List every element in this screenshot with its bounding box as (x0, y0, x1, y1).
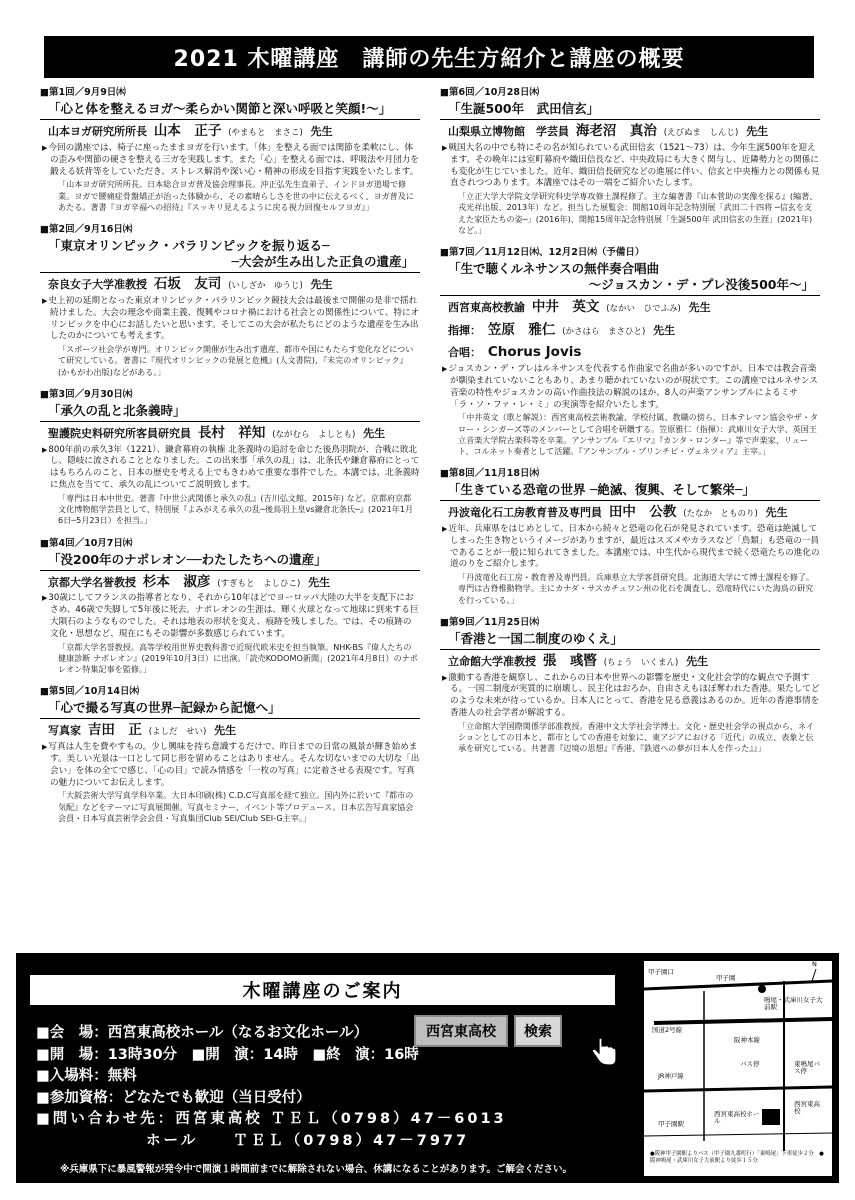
eligibility-line: ■参加資格：どなたでも歓迎（当日受付） (36, 1089, 311, 1106)
lecture-title-line: 「没200年のナポレオン──わたしたちへの遺産」 (48, 551, 327, 567)
lecture-title-line: 「心で撮る写真の世界─記録から記憶へ」 (48, 700, 281, 716)
speaker-affiliation: 奈良女子大学准教授 (48, 278, 147, 292)
lecture-speaker (40, 120, 420, 143)
lecture-block (440, 465, 820, 606)
lecture-conductor (440, 319, 820, 342)
lecture-title (440, 100, 820, 120)
page-banner: 2021 木曜講座 講師の先生方紹介と講座の概要 (44, 36, 814, 78)
map-north: N (812, 960, 817, 968)
right-column (440, 84, 820, 762)
speaker-name: 海老沼 真治 (575, 123, 657, 140)
map-label: JR神戸線 (658, 1072, 684, 1080)
lecture-block (40, 386, 420, 527)
speaker-kana: (えびぬま しんじ) (663, 128, 739, 139)
search-keyword: 西宮東高校 (414, 1015, 508, 1047)
lecture-description: ▶ 戦国大名の中でも特にその名が知られている武田信玄（1521～73）は、今年生誕500年を迎えます。その晩年には室町幕府や織田信長など、中央政局にも大きく関与し、近隣勢力との関係にも変化が生じていました。近年、織田信長研究などの進展に伴い、信玄と中央権力との関係も見直されつつあります。本講座ではその一端をご紹介いたします。 (440, 143, 820, 190)
pointer-hand-icon (590, 1037, 618, 1067)
speaker-kana: (やまもと まさこ) (228, 128, 303, 139)
speaker-profile: 「京都大学名誉教授。高等学校用世界史教科書で近現代欧米史を担当執筆。NHK-BS『偉人たちの健康診断 ナポレオン』(2019年10月3日）に出演。「読売KODOMO新聞」(2021年4月8日）のナポレオン特集記事を監修。」 (58, 641, 418, 675)
lecture-title-line: 「香港と一国二制度のゆくえ」 (448, 630, 624, 646)
speaker-kana: (よしだ せい) (148, 727, 207, 738)
conductor-kana: (かさはら まさひと) (562, 326, 646, 337)
lecture-title-line: 「生きている恐竜の世界 ─絶滅、復興、そして繁栄─」 (448, 482, 755, 498)
lecture-block (440, 244, 820, 457)
map-label: 阪神本線 (734, 1036, 760, 1044)
lecture-date: ■第7回／11月12日㈭、12月2日㈭（予備日） (440, 246, 645, 258)
lecture-block (440, 84, 820, 236)
lecture-date: ■第1回／9月9日㈭ (40, 87, 126, 98)
speaker-profile: 「大阪芸術大学写真学科卒業。大日本印刷(株) C.D.C写真部を経て独立。国内外に於いて『都市の気配』などをテーマに写真展開催。写真セミナー、イベント等プロデュース。日本広告写真家協会会員・日本写真芸術学会会員・写真集団Club SEI/Club SEI-G主宰。」 (58, 790, 414, 823)
lecture-speaker (40, 571, 420, 594)
speaker-affiliation: 丹波竜化石工房教育普及専門員 (448, 506, 602, 520)
lecture-title-line: 「承久の乱と北条義時」 (48, 402, 186, 418)
lecture-date: ■第5回／10月14日㈭ (40, 686, 140, 698)
speaker-name: 張 彧暋 (542, 653, 597, 670)
lecture-description: ▶ 史上初の延期となった東京オリンピック・パラリンピック競技大会は最後まで開催の是非で揺れ続けました。大会の理念や商業主義、復興やコロナ禍における社会との関係性について、特にオリンピックを中心にお話したいと思います。そしてこの大会が私たちにどのような遺産を生み出したのかについても考えます。 (40, 296, 420, 343)
lecture-date: ■第2回／9月16日㈭ (40, 223, 133, 235)
speaker-profile: 「専門は日本中世史。著書『中世公武関係と承久の乱』(吉川弘文館、2015年) など。京都府京都文化博物館学芸員として、特別展『よみがえる承久の乱─後鳥羽上皇vs鎌倉北条氏─』(2021年1月6日─5月23日）を担当。」 (58, 493, 414, 526)
speaker-profile: 「立正大学大学院文学研究科史学専攻修士課程修了。主な編著書『山本菅助の実像を探る』(編著、戎光祥出版、2013年）など。担当した展覧会：開館10周年記念特別展「武田二十四将 ─信玄を支えた家臣たちの姿─」(2016年)、開館15周年記念特別展「生誕500年 武田信玄の生涯」(2021年) など。」 (458, 191, 818, 235)
lecture-block (40, 683, 420, 824)
speaker-affiliation: 立命館大学准教授 (448, 655, 536, 669)
speaker-suffix: 先生 (363, 427, 386, 441)
lecture-date: ■第6回／10月28日㈭ (440, 87, 540, 98)
lecture-description: ▶ 写真は人生を費やすもの。少し興味を持ち意識するだけで、昨日までの日常の風景が輝き始めます。美しい光景は一口として同じ形を留めることはありません。そんな切ないまでの大切な「出会い」を体の全てで感じ、「心の目」で読み情感を「一枚の写真」に定着させる表現です。写真の魅力についてお伝えします。 (40, 742, 420, 789)
venue-line: ■会 場：西宮東高校ホール（なるお文化ホール） (36, 1025, 369, 1041)
info-details (36, 1023, 507, 1152)
map-label: 東鳴尾バス停 (794, 1060, 820, 1076)
search-button: 検索 (514, 1015, 562, 1047)
conductor-suffix: 先生 (653, 323, 676, 337)
lecture-block (440, 614, 820, 755)
speaker-profile: 「丹波竜化石工房・教育普及専門員。兵庫県立大学客員研究員。北海道大学にて博士課程を修了。専門は古脊椎動物学。主にカナダ・サスカチュワン州の化石を調査し、恐竜時代にいた海鳥の研究を行っている。」 (458, 572, 815, 605)
speaker-kana: (なかい ひでふみ) (606, 304, 681, 315)
lecture-block (40, 221, 420, 378)
contact-line-school: ■問い合わせ先：西宮東高校 ＴＥＬ（0798）47－6013 (36, 1111, 507, 1127)
conductor-label: 指揮： (448, 323, 481, 337)
speaker-name: 吉田 正 (87, 722, 142, 739)
lecture-title-line: 「生で聴くルネサンスの無伴奏合唱曲 (448, 260, 660, 276)
left-column (40, 84, 420, 832)
lecture-title (40, 237, 420, 274)
speaker-affiliation: 京都大学名誉教授 (48, 575, 136, 589)
fee-line: ■入場料：無料 (36, 1068, 137, 1084)
lecture-title-line: 「生誕500年 武田信玄」 (448, 101, 600, 116)
speaker-kana: (たなか とものり) (683, 509, 758, 520)
speaker-kana: (ちょう いくまん) (603, 658, 679, 669)
map-label: 鳴尾・武庫川女子大前駅 (764, 996, 823, 1012)
choir-label: 合唱： (448, 346, 481, 360)
map-label: 甲子園 (716, 974, 736, 982)
info-panel (16, 953, 839, 1183)
lecture-block (40, 84, 420, 213)
lecture-speaker (440, 296, 820, 319)
choir-name: Chorus Jovis (487, 344, 582, 361)
speaker-affiliation: 山本ヨガ研究所所長 (48, 125, 147, 139)
speaker-name: 杉本 淑彦 (142, 573, 211, 590)
lecture-date: ■第9回／11月25日㈭ (440, 616, 540, 628)
lecture-title (440, 260, 820, 297)
speaker-suffix: 先生 (310, 125, 333, 139)
speaker-suffix: 先生 (746, 125, 769, 139)
lecture-title (440, 630, 820, 650)
speaker-profile: 「スポーツ社会学が専門。オリンピック開催が生み出す遺産、都市や国にもたらす変化などについて研究している。著書に『現代オリンピックの発展と危機』(人文書院)、『未完のオリンピック』(かもがわ出版)などがある。」 (58, 344, 414, 377)
map-label: 甲子園口 (648, 968, 674, 976)
lecture-choir (440, 341, 820, 364)
lecture-title-line: ～ジョスカン・デ・プレ没後500年～」 (588, 277, 814, 293)
lecture-date: ■第3回／9月30日㈭ (40, 388, 133, 400)
map-label: 国道2号線 (652, 1026, 683, 1034)
map-label: 西宮東高校 (794, 1100, 820, 1116)
conductor-name: 笠原 雅仁 (487, 321, 556, 338)
lecture-description: ▶ 近年、兵庫県をはじめとして、日本から続々と恐竜の化石が発見されています。恐竜は絶滅してしまった生き物というイメージがありますが、最近はスズメやカラスなど「鳥類」も恐竜の一員であることが一般に知られてきました。本講座では、中生代から現代まで続く恐竜たちの進化の道のりをご紹介します。 (440, 524, 820, 571)
lecture-title (40, 551, 420, 571)
time-line: ■開 場：13時30分 ■開 演：14時 ■終 演：16時 (36, 1046, 419, 1063)
lecture-title-line: ─大会が生み出した正負の遺産」 (231, 254, 414, 270)
speaker-profile: 「山本ヨガ研究所所長。日本総合ヨガ普及協会理事長。沖正弘先生直弟子、インドヨガ道場で修業。ヨガで腰痛症骨盤矯正が治った体験から、その素晴らしさを世の中に伝えるべく、ヨガ普及にあたる。著書『ヨガ辛福への招待』『スッキリ見えるように戻る視力回復セルフヨガ』」 (58, 179, 414, 212)
speaker-profile: 「立命館大学国際関係学部准教授。香港中文大学社会学博士。文化・歴史社会学の視点から、ネイションとしての日本と、都市としての香港を対象に、東アジアにおける「近代」の成立、表象と伝承を研究している。共著書『辺境の思想』『香港、『鉄道への夢が日本人を作った』』」 (458, 721, 814, 754)
speaker-profile: 「中井英文（歌と解説）：西宮東高校芸術教諭、学校付属、教職の傍ら、日本テレマン協会やザ・タロー・シンガーズ等のメンバーとして合唱を研鑽する。笠原雅仁（指揮）：武庫川女子大学、英国王立音楽大学院古楽科等を卒業。アンサンブル『エリマ』『カンタ・ロンター』等で声楽家、リュート、コルネット奏者として活躍。『アンサンブル・プリンチピ・ヴェネツィア』主宰。」 (458, 412, 819, 456)
speaker-name: 田中 公教 (608, 504, 677, 521)
lecture-title (40, 100, 420, 120)
lecture-speaker (40, 422, 420, 445)
lecture-description: ▶ 今回の講座では、椅子に座ったままヨガを行います。「体」を整える面では関節を柔軟にし、体の歪みや関節の硬さを整える三ガを実践します。また「心」を整える面では、呼吸法や月団力を鍛える妖背等をしていただき、ストレス解消や深い心・精神の形成を目指す実践をいたします。 (40, 143, 420, 179)
speaker-suffix: 先生 (686, 655, 709, 669)
speaker-suffix: 先生 (214, 724, 237, 738)
lecture-title (40, 699, 420, 719)
contact-line-hall: ホール ＴＥＬ（0798）47－7977 (146, 1132, 470, 1149)
lecture-speaker (440, 650, 820, 673)
speaker-kana: (いしざか ゆうじ) (228, 281, 303, 292)
speaker-affiliation: 写真家 (48, 724, 81, 738)
lecture-block (40, 535, 420, 676)
lecture-title-line: 「心と体を整えるヨガ～柔らかい関節と深い呼吸と笑顔!～」 (48, 101, 392, 116)
lecture-description: ▶ 30歳にしてフランスの指導者となり、それから10年ほどでヨーロッパ大陸の大半を支配下におさめ、46歳で失脚して5年後に死去。ナポレオンの生涯は、輝く火球となって地球に到来する巨大隕石のようなものでした。それは地表の形状を変え、痕跡を残しました。では、その痕跡の文化・思想など、現在にもその影響が多数感じられています。 (40, 593, 420, 640)
lecture-speaker (40, 719, 420, 742)
speaker-name: 山本 正子 (153, 123, 222, 140)
speaker-suffix: 先生 (688, 301, 711, 315)
access-map (644, 961, 832, 1176)
lecture-speaker (40, 273, 420, 296)
lecture-description: ▶ 激動する香港を観察し、これからの日本や世界への影響を歴史・文化社会学的な観点で予測する。一国二制度が実質的に崩壊し、民主化はおろか、自由さえもほぼ奪われた香港。果たしてどのような未来が待っているか。日本人にとって、香港を見る意義はあるのか。近年の香港事情を香港人の社会学者が解説する。 (440, 673, 820, 720)
speaker-name: 石坂 友司 (153, 276, 222, 293)
speaker-affiliation: 聖護院史料研究所客員研究員 (48, 427, 191, 441)
lecture-date: ■第4回／10月7日㈭ (40, 537, 133, 549)
lecture-speaker (440, 120, 820, 143)
storm-notice: ※兵庫県下に暴風警報が発令中で開演１時間前までに解除されない場合、休講になることがあります。ご解会ください。 (60, 1164, 572, 1175)
lecture-date: ■第8回／11月18日㈭ (440, 468, 540, 480)
speaker-suffix: 先生 (310, 278, 333, 292)
speaker-name: 長村 祥知 (197, 425, 266, 442)
lecture-description: ▶ ジョスカン・デ・プレはルネサンスを代表する作曲家で名曲が多いのですが、日本では教会音楽が馴染まれていないこともあり、あまり聴かれていないのが現状です。この講座ではルネサンス音楽の特性やジョスカンの高い作曲技法の解説のほか、8人の声楽アンサンブルによるミサ「ラ・ソ・ファ・レ・ミ」の実演等を紹介いたします。 (440, 364, 820, 411)
map-label: 西宮東高校ホール (714, 1110, 760, 1126)
lecture-title (40, 402, 420, 422)
speaker-kana: (すぎもと よしひこ) (217, 578, 301, 589)
lecture-speaker (440, 501, 820, 524)
map-label: バス停 (740, 1060, 760, 1068)
map-access-note: ●阪神甲子園駅よりバス（甲子園九番町行）「東鳴尾」下車徒歩２分 ●阪神鳴尾・武庫川女子大前駅より徒歩１５分 (650, 1151, 824, 1164)
speaker-suffix: 先生 (308, 575, 331, 589)
info-title: 木曜講座のご案内 (30, 975, 615, 1005)
lecture-title (440, 481, 820, 501)
lecture-title-line: 「東京オリンピック・パラリンピックを振り返る─ (48, 237, 330, 253)
speaker-affiliation: 山梨県立博物館 学芸員 (448, 125, 569, 139)
speaker-affiliation: 西宮東高校教諭 (448, 301, 525, 315)
speaker-suffix: 先生 (765, 506, 788, 520)
speaker-name: 中井 英文 (531, 299, 600, 316)
speaker-kana: (ながむら よしとも) (272, 430, 356, 441)
lecture-description: ▶ 800年前の承久3年（1221）、鎌倉幕府の執権 北条義時の追討を命じた後鳥羽院が、合戦に敗北し、隠岐に流されることとなりました。この出来事「承久の乱」は、北条氏や鎌倉幕府にとってはもちろんのこと、日本の歴史を考える上でもきわめて重要な事件でした。本講では、北条義時に焦点を当てて、承久の乱についてご説明致します。 (40, 445, 420, 492)
map-label: 甲子園駅 (658, 1120, 684, 1128)
